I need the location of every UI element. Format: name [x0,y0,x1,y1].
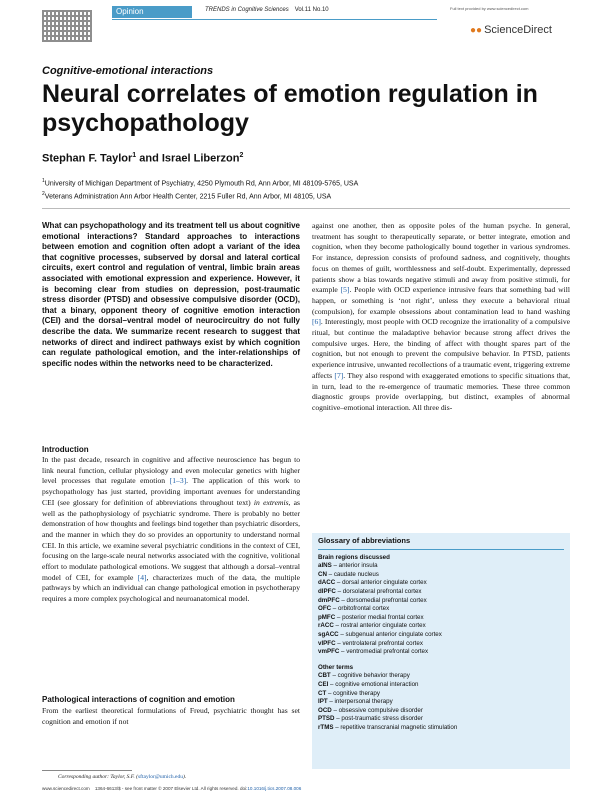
glossary-entry [318,571,564,580]
body-text: , characterizes much of the data, the multiple pathways by which an individual can change pathological emotion in psychotherapy requires a more complex psychological and neuroanatomical model. [42,572,300,604]
glossary-definition: posterior medial frontal cortex [342,613,424,621]
glossary-abbr: rTMS [318,723,334,731]
series-label: Cognitive-emotional interactions [42,65,214,77]
glossary-definition: dorsolateral prefrontal cortex [342,587,422,595]
citation-link[interactable]: [6] [312,317,321,327]
author-name[interactable]: Israel Liberzon [161,152,240,165]
glossary-definition: interpersonal therapy [334,698,393,706]
glossary-definition: subgenual anterior cingulate cortex [345,630,442,638]
footer-issn: 1364-6613/$ - see front matter © 2007 Elsevier Ltd. All rights reserved. doi: [94,786,248,791]
glossary-abbr: CBT [318,672,331,680]
glossary-abbr: sgACC [318,630,339,638]
glossary-box [312,533,570,769]
glossary-abbr: vlPFC [318,639,336,647]
intro-body [42,455,300,605]
body-text: . They also respond with exaggerated emotions to specific situations that, in turn, lead to the re-emergence of traumatic memories. These three common diagnostic groups provide overlapping, but distinct, examples of abnormal cognitive–emotional interaction. All three dis- [312,370,571,412]
glossary-entry [318,690,564,699]
glossary-entry [318,605,564,614]
affiliation-rule [42,208,570,209]
intro-heading: Introduction [42,445,89,454]
sciencedirect-dots-icon: ●● [470,25,483,36]
affiliation-text: Veterans Administration Ann Arbor Health Center, 2215 Fuller Rd, Ann Arbor, MI 48105, USA [44,193,332,201]
affiliation-sup: 2 [42,191,45,198]
barcode-icon [42,10,92,42]
corresponding-end: ). [182,774,187,780]
glossary-definition: dorsomedial prefrontal cortex [346,596,427,604]
glossary-entry [318,672,564,681]
author-sup: 2 [239,152,244,159]
citation-link[interactable]: [1–3] [169,476,187,486]
glossary-entry [318,724,564,733]
glossary-abbr: dmPFC [318,596,340,604]
glossary-separator: – [326,689,334,697]
glossary-entry [318,648,564,657]
glossary-entry [318,707,564,716]
glossary-abbr: CT [318,689,327,697]
body-text: In the past decade, research in cognitive and affective neuroscience has begun to link neural function, cellular physiology and even molecular genetics with higher level processes that regulate emotion [42,455,300,486]
glossary-abbr: pMFC [318,613,336,621]
corresponding-label: Corresponding author: Taylor, S.F. ( [58,774,139,780]
glossary-abbr: dlPFC [318,587,336,595]
author-name[interactable]: Stephan F. Taylor [42,152,133,165]
glossary-entry [318,579,564,588]
affiliation [42,189,562,202]
abstract: What can psychopathology and its treatment tell us about cognitive emotional interactions? Standard approaches to interactions between emotion and cognition often adopt a variant of the idea that cognitive processes, subserved by dorsal and lateral cortical circuits, exert control and regulation of ventral, limbic brain areas associated with emotional expression and experience. However, it is becoming clear from studies on depression, post-traumatic stress disorder (PTSD) and obsessive compulsive disorder (OCD), that a binary, opponent theory of cognitive emotion interaction (CEI) and the dorsal–ventral model of neurocircuitry do not fully describe the data. We summarize recent research to suggest that networks of direct and indirect pathways exist by which cognition can regulate pathological emotion, and the inter-relationships of specific nodes within the networks need to be characterized. [42,221,300,368]
glossary-entry [318,715,564,724]
glossary-separator: – [327,698,335,706]
glossary-abbr: OFC [318,605,332,613]
glossary-definition: dorsal anterior cingulate cortex [342,579,427,587]
footnote-rule [42,770,132,771]
glossary-separator: – [326,570,334,578]
section-body: From the earliest theoretical formulations of Freud, psychiatric thought has set cognition and emotion if not [42,706,300,726]
glossary-separator: – [331,706,339,714]
glossary-separator: – [339,648,347,656]
glossary-definition: cognitive behavior therapy [337,672,410,680]
author-list [42,152,243,165]
glossary-abbr: CEI [318,680,329,688]
glossary-separator: – [330,672,338,680]
glossary-abbr: CN [318,570,327,578]
affiliation-sup: 1 [42,178,45,184]
author-joiner: and [136,152,162,165]
glossary-definition: rostral anterior cingulate cortex [340,622,426,630]
glossary-definition: repetitive transcranial magnetic stimulation [340,723,458,731]
glossary-definition: cognitive therapy [333,689,380,697]
glossary-definition: caudate nucleus [333,570,379,578]
affiliation-text: University of Michigan Department of Psychiatry, 4250 Plymouth Rd, Ann Arbor, MI 48109-5765, USA [44,180,359,188]
glossary-separator: – [333,622,341,630]
sciencedirect-label: ScienceDirect [484,24,552,36]
glossary-brain-list [318,562,564,657]
footer-site[interactable]: www.sciencedirect.com [42,786,90,791]
citation-link[interactable]: [7] [334,370,344,380]
doi-link[interactable]: 10.1016/j.tics.2007.08.006 [247,786,302,791]
glossary-definition: anterior insula [338,562,378,570]
author-sup: 1 [132,152,137,159]
glossary-separator: – [333,723,341,731]
citation-link[interactable]: [5] [340,285,350,295]
body-text: . People with OCD experience intrusive fears that something bad will happen, or something is ‘not right’, unless they execute a behavioral ritual (compulsion), for example obsessions about contamination lead to hand washing [312,285,570,316]
page-footer [42,786,301,791]
glossary-entry [318,597,564,606]
glossary-separator: – [339,596,347,604]
affiliation [42,176,562,189]
glossary-separator: – [335,639,343,647]
right-column-body [312,221,570,414]
glossary-abbr: vmPFC [318,648,340,656]
emphasis-text: in extremis [253,497,289,507]
journal-volume: Vol.11 No.10 [294,7,329,13]
page-header [0,0,612,40]
glossary-separator: – [338,630,346,638]
glossary-abbr: OCD [318,706,332,714]
section-heading: Pathological interactions of cognition and emotion [42,695,235,704]
glossary-definition: ventrolateral prefrontal cortex [342,639,423,647]
glossary-definition: ventromedial prefrontal cortex [346,648,429,656]
glossary-abbr: IPT [318,698,328,706]
glossary-other-heading: Other terms [318,663,354,671]
glossary-entry [318,622,564,631]
sciencedirect-note: Full text provided by www.sciencedirect.com [450,6,529,11]
glossary-separator: – [328,680,336,688]
glossary-abbr: aINS [318,562,332,570]
journal-info [205,7,329,13]
sciencedirect-logo[interactable] [470,24,552,36]
article-title: Neural correlates of emotion regulation in psychopathology [42,80,538,137]
citation-link[interactable]: [4] [137,572,147,582]
glossary-entry [318,681,564,690]
section-tag: Opinion [112,6,192,18]
affiliations [42,176,562,203]
glossary-abbr: rACC [318,622,334,630]
glossary-abbr: dACC [318,579,336,587]
glossary-definition: orbitofrontal cortex [337,605,390,613]
glossary-definition: post-traumatic stress disorder [341,715,423,723]
glossary-entry [318,640,564,649]
glossary-separator: – [331,605,338,613]
glossary-title: Glossary of abbreviations [318,537,564,550]
glossary-entry [318,562,564,571]
glossary-entry [318,614,564,623]
body-text: . Interestingly, most people with OCD recognize the irrationality of a compulsive ritual, but continue the maladaptive behavior because strong affect drives the compulsive urges. Here, the binding of affect with thought spares part of the cognition, but not enough to prevent the compulsive behavior. In PTSD, patients experience intrusive, unwanted recollections of a traumatic event, triggering extreme affects [312,317,570,380]
glossary-definition: cognitive emotional interaction [335,680,419,688]
body-text: against one another, then as opposite poles of the human psyche. In general, treatment has sought to therapeutically separate, or better integrate, emotion and cognition, when they become pathologically bound together in various syndromes. For instance, depression consists of profound sadness, and cognitively, thoughts focus on themes of guilt, worthlessness and self-doubt. Experimentally, depressed patients show a bias towards negative stimuli and away from positive stimuli, for example [312,221,570,295]
header-rule [112,19,437,20]
body-text: . The application of this work to psychopathology has just started, providing important avenues for understanding CEI (see glossary for definition of abbreviations throughout text) [42,476,301,507]
journal-name: TRENDS in Cognitive Sciences [205,7,289,13]
glossary-separator: – [334,715,342,723]
glossary-separator: – [331,562,339,570]
glossary-entry [318,588,564,597]
body-text: , as well as the pathophysiology of psychiatric syndrome. There is probably no better demonstration of how thoughts and feelings bind together than psychiatric disorders, and the manner in which they do so provides an opportunity to understand normal CEI. In this article, we examine several psychiatric conditions in the context of CEI, focusing on the large-scale neural networks associated with the cognitive, volitional effort to modulate pathological emotions. We suggest that although a dorsal–ventral model of CEI, for example [42,497,301,582]
glossary-brain-heading: Brain regions discussed [318,553,390,561]
glossary-entry [318,631,564,640]
glossary-definition: obsessive compulsive disorder [338,706,423,714]
corresponding-author [58,774,186,780]
glossary-separator: – [335,613,343,621]
glossary-separator: – [335,587,343,595]
glossary-entry [318,698,564,707]
glossary-other-list [318,672,564,732]
glossary-separator: – [335,579,343,587]
glossary-abbr: PTSD [318,715,335,723]
author-email-link[interactable]: sftaylor@umich.edu [138,774,183,780]
